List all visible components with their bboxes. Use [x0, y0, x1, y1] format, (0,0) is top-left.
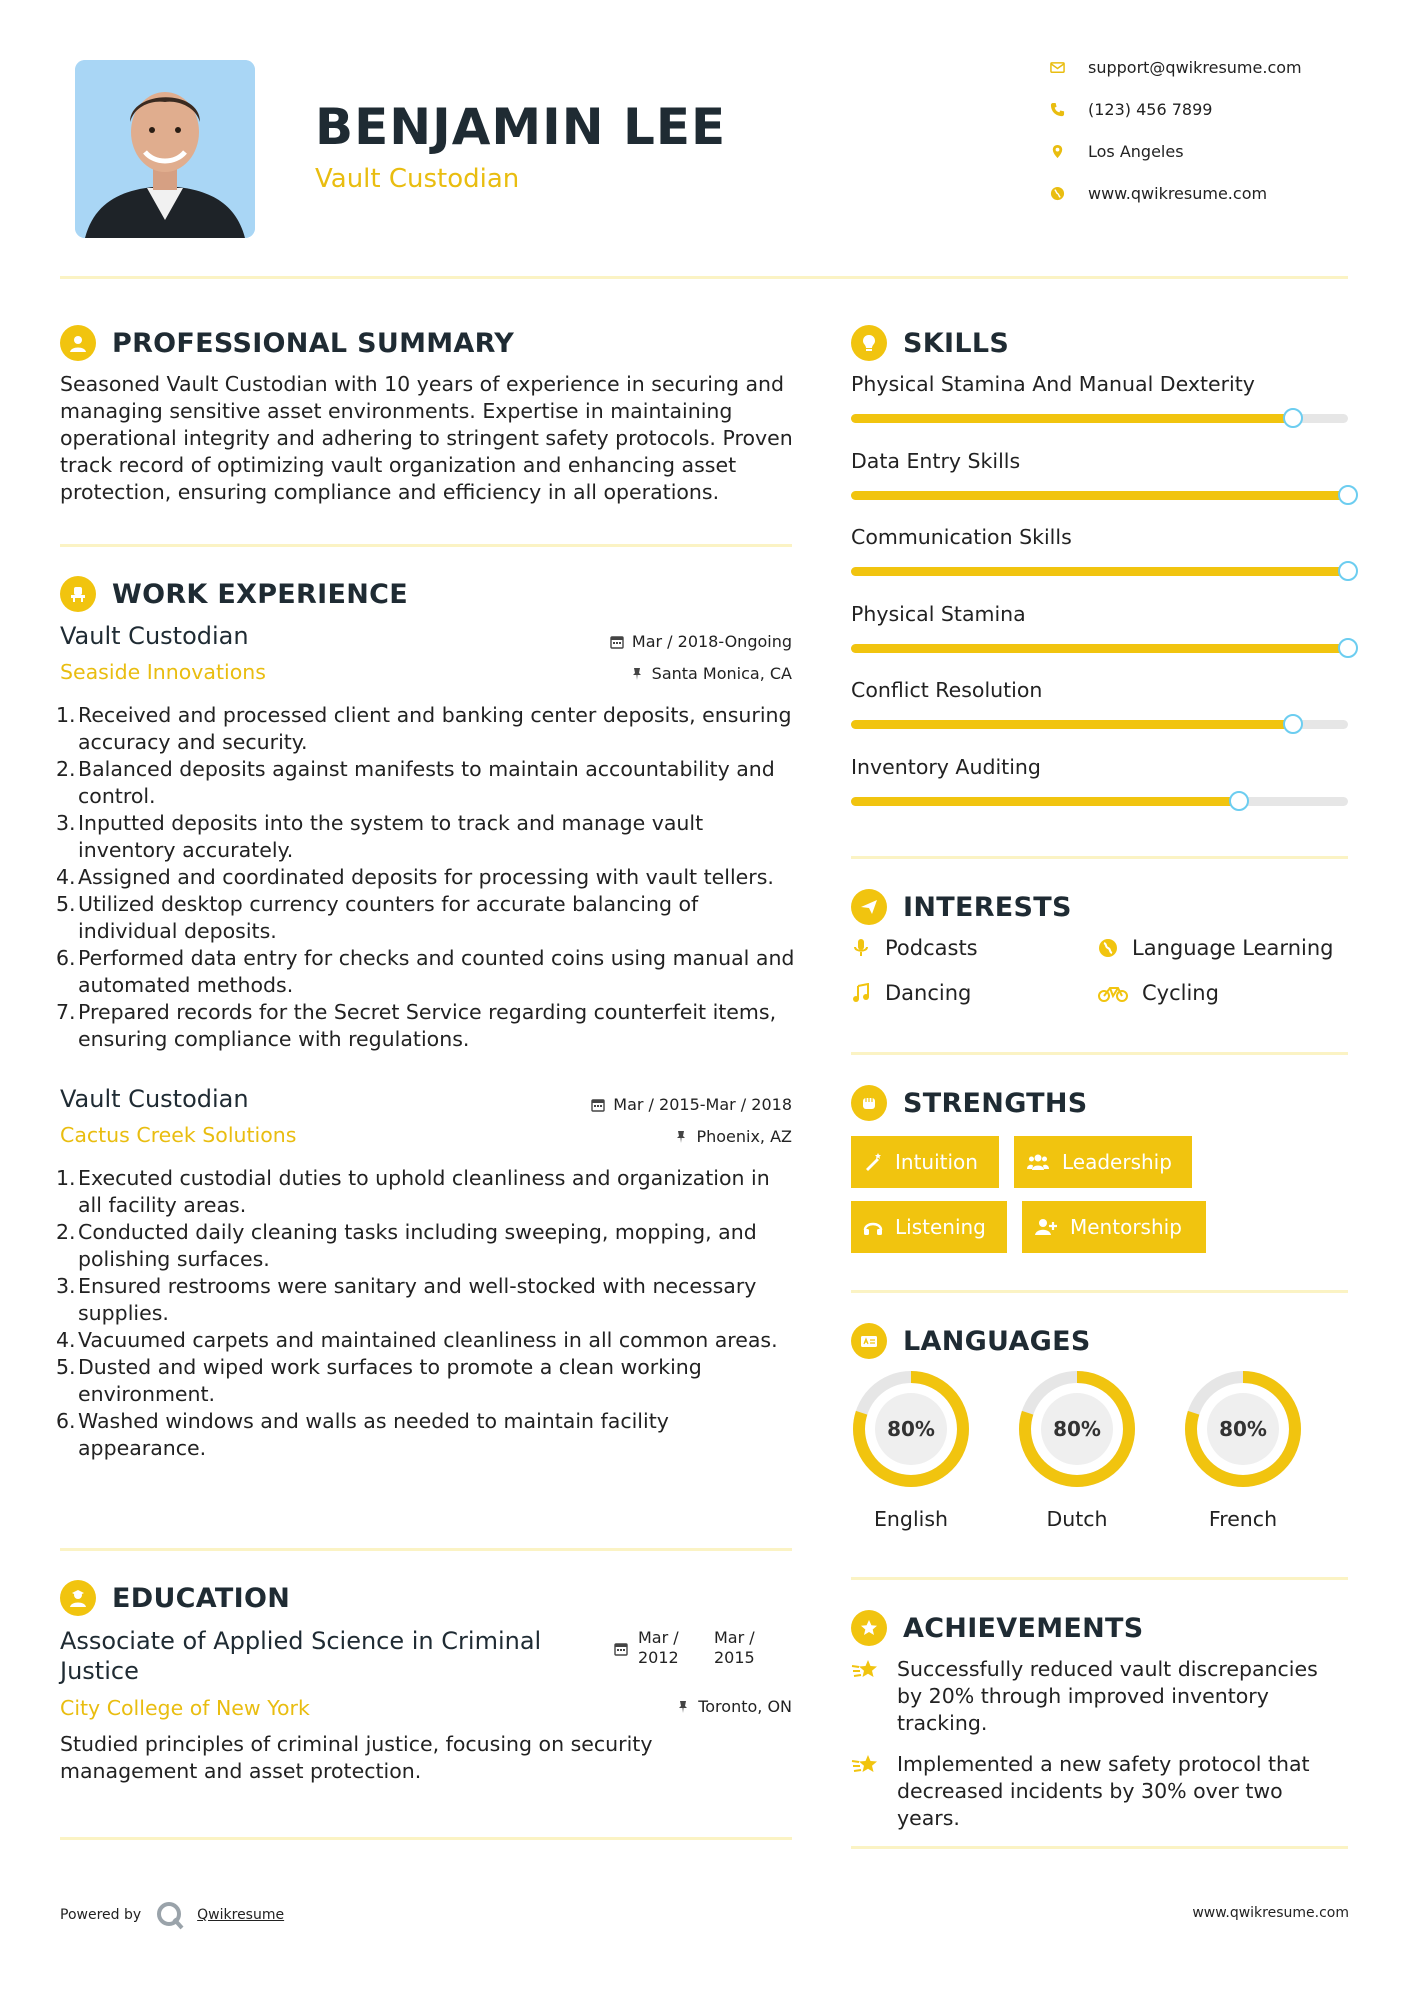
skill-bar [851, 644, 1348, 653]
languages-heading-text: LANGUAGES [903, 1325, 1091, 1357]
language-progress-ring [851, 1369, 971, 1489]
chair-icon [60, 576, 96, 612]
candidate-name: BENJAMIN LEE [315, 98, 727, 156]
job-1-location [500, 664, 792, 683]
achievements-heading [851, 1610, 1144, 1646]
skill-slider-knob[interactable] [1338, 485, 1358, 505]
list-item: 5. Dusted and wiped work surfaces to promote a clean working environment. [56, 1355, 702, 1406]
paper-plane-icon [851, 889, 887, 925]
calendar-icon [591, 1098, 605, 1112]
language-percent: 80% [1041, 1393, 1113, 1465]
skill-bar [851, 720, 1348, 729]
shooting-star-icon [851, 1753, 881, 1777]
skill-bar [851, 491, 1348, 500]
education-divider [60, 1837, 792, 1840]
calendar-icon [610, 635, 624, 649]
job-2-company: Cactus Creek Solutions [60, 1123, 297, 1147]
list-item: 1. Executed custodial duties to uphold cleanliness and organization in all facility areas. [56, 1166, 770, 1217]
achievements-divider [851, 1846, 1348, 1849]
skill-bar [851, 567, 1348, 576]
skill-bar-fill [851, 720, 1293, 729]
pushpin-icon [674, 1130, 688, 1144]
header-divider [60, 276, 1348, 279]
phone-icon [1050, 102, 1088, 117]
education-date [614, 1628, 778, 1668]
skill-slider-knob[interactable] [1338, 638, 1358, 658]
list-item: 4. Assigned and coordinated deposits for processing with vault tellers. [56, 865, 774, 889]
language-percent: 80% [1207, 1393, 1279, 1465]
achievement-item-1 [851, 1656, 1348, 1737]
strength-intuition [851, 1136, 999, 1188]
interests-heading [851, 889, 1072, 925]
skill-label: Physical Stamina And Manual Dexterity [851, 372, 1255, 396]
summary-divider [60, 544, 792, 547]
skill-slider-knob[interactable] [1283, 714, 1303, 734]
job-1-duties [56, 702, 800, 1053]
skill-bar-fill [851, 414, 1293, 423]
experience-heading [60, 576, 408, 612]
languages-heading [851, 1323, 1091, 1359]
candidate-title: Vault Custodian [315, 164, 520, 194]
language-progress-ring [1183, 1369, 1303, 1489]
job-1-date [500, 632, 792, 651]
language-name: Dutch [1046, 1507, 1108, 1531]
person-photo-illustration [75, 60, 255, 238]
list-item: 1. Received and processed client and banking center deposits, ensuring accuracy and security. [56, 703, 792, 754]
language-item [1183, 1369, 1303, 1531]
qwikresume-logo-icon [155, 1900, 185, 1930]
achievements-heading-text: ACHIEVEMENTS [903, 1612, 1144, 1644]
skill-label: Inventory Auditing [851, 754, 1041, 779]
profile-photo [75, 60, 255, 238]
contact-email[interactable] [1050, 58, 1380, 77]
microphone-icon [851, 938, 871, 958]
map-marker-icon [1050, 144, 1088, 159]
list-item: 3. Inputted deposits into the system to track and manage vault inventory accurately. [56, 811, 704, 862]
contact-phone[interactable] [1050, 100, 1380, 119]
education-location [500, 1697, 792, 1716]
user-icon [60, 325, 96, 361]
strength-listening-label: Listening [895, 1215, 986, 1239]
qwikresume-link[interactable]: Qwikresume [197, 1907, 285, 1923]
envelope-icon [1050, 60, 1088, 75]
skill-bar-fill [851, 797, 1239, 806]
job-1-company: Seaside Innovations [60, 660, 266, 684]
summary-heading [60, 325, 514, 361]
interests-divider [851, 1052, 1348, 1055]
list-item: 7. Prepared records for the Secret Service regarding counterfeit items, ensuring compliance with regulations. [56, 1000, 777, 1051]
achievement-item-2 [851, 1751, 1348, 1832]
strength-mentorship [1022, 1201, 1206, 1253]
skill-slider-knob[interactable] [1229, 791, 1249, 811]
contact-email-text: support@qwikresume.com [1088, 58, 1302, 77]
job-2-role: Vault Custodian [60, 1085, 249, 1113]
education-location-text: Toronto, ON [698, 1697, 792, 1716]
language-item [1017, 1369, 1137, 1531]
interest-podcasts-label: Podcasts [885, 936, 978, 960]
music-note-icon [851, 983, 871, 1003]
skill-bar-fill [851, 644, 1348, 653]
strength-leadership [1014, 1136, 1192, 1188]
interest-dancing-label: Dancing [885, 981, 972, 1005]
interest-podcasts [851, 936, 978, 960]
summary-text: Seasoned Vault Custodian with 10 years of experience in securing and managing sensitive asset environments. Expertise in maintaining operational integrity and adhering to stringent safety protocols. Proven track record of optimizing vault organization and enhancing asset protection, ensuring compliance and efficiency in all operations. [60, 372, 793, 504]
job-2-duties [56, 1165, 800, 1462]
interest-language-learning-label: Language Learning [1132, 936, 1334, 960]
strength-listening [851, 1201, 1007, 1253]
contact-website-text: www.qwikresume.com [1088, 184, 1268, 203]
language-name: French [1208, 1507, 1278, 1531]
star-icon [851, 1610, 887, 1646]
job-1-location-text: Santa Monica, CA [651, 664, 792, 683]
list-item: 3. Ensured restrooms were sanitary and well-stocked with necessary supplies. [56, 1274, 757, 1325]
languages-divider [851, 1577, 1348, 1580]
skill-label: Data Entry Skills [851, 448, 1021, 473]
graduate-icon [60, 1580, 96, 1616]
footer-website[interactable]: www.qwikresume.com [1192, 1905, 1349, 1921]
education-date-start: Mar / 2012 [638, 1628, 679, 1667]
interest-cycling [1098, 981, 1219, 1005]
contact-website[interactable] [1050, 184, 1380, 203]
skill-bar-fill [851, 567, 1348, 576]
lightbulb-icon [851, 325, 887, 361]
contact-phone-text: (123) 456 7899 [1088, 100, 1213, 119]
language-item [851, 1369, 971, 1531]
achievement-text: Implemented a new safety protocol that decreased incidents by 30% over two years. [897, 1752, 1310, 1830]
strength-intuition-label: Intuition [895, 1150, 978, 1174]
skill-label: Conflict Resolution [851, 678, 1043, 702]
list-item: 6. Performed data entry for checks and counted coins using manual and automated methods. [56, 946, 795, 997]
education-heading-text: EDUCATION [112, 1582, 291, 1614]
list-item: 6. Washed windows and walls as needed to maintain facility appearance. [56, 1409, 669, 1460]
skill-bar-fill [851, 491, 1348, 500]
skills-heading-text: SKILLS [903, 327, 1010, 359]
job-2-date [500, 1095, 792, 1114]
education-text: Studied principles of criminal justice, focusing on security management and asset protection. [60, 1732, 653, 1783]
interest-language-learning [1098, 936, 1333, 960]
globe-icon [1050, 186, 1088, 201]
skill-bar [851, 797, 1348, 806]
magic-wand-icon [863, 1152, 883, 1172]
job-2-date-text: Mar / 2015-Mar / 2018 [613, 1095, 792, 1114]
skills-divider [851, 856, 1348, 859]
job-2-location-text: Phoenix, AZ [696, 1127, 792, 1146]
education-degree: Associate of Applied Science in Criminal Justice [60, 1627, 542, 1685]
interest-dancing [851, 981, 971, 1005]
globe-icon [1098, 938, 1118, 958]
summary-heading-text: PROFESSIONAL SUMMARY [112, 327, 515, 359]
list-item: 5. Utilized desktop currency counters for accurate balancing of individual deposits. [56, 892, 699, 943]
achievement-text: Successfully reduced vault discrepancies by 20% through improved inventory tracking. [897, 1657, 1318, 1735]
skill-label: Physical Stamina [851, 601, 1026, 626]
strengths-heading [851, 1085, 1088, 1121]
footer-powered-by [60, 1900, 284, 1930]
strength-mentorship-label: Mentorship [1070, 1215, 1182, 1239]
language-progress-ring [1017, 1369, 1137, 1489]
education-school: City College of New York [60, 1696, 310, 1720]
interest-cycling-label: Cycling [1142, 981, 1219, 1005]
contact-location-text: Los Angeles [1088, 142, 1184, 161]
skills-heading [851, 325, 1009, 361]
job-1-role: Vault Custodian [60, 622, 249, 650]
skill-slider-knob[interactable] [1338, 561, 1358, 581]
skill-label: Communication Skills [851, 525, 1072, 549]
experience-divider [60, 1548, 792, 1551]
shooting-star-icon [851, 1658, 881, 1682]
pushpin-icon [630, 667, 644, 681]
bicycle-icon [1098, 983, 1128, 1003]
language-percent: 80% [875, 1393, 947, 1465]
language-card-icon [851, 1323, 887, 1359]
education-date-end: Mar / 2015 [714, 1628, 755, 1667]
education-heading [60, 1580, 290, 1616]
interests-heading-text: INTERESTS [903, 891, 1072, 923]
language-name: English [873, 1507, 949, 1531]
strengths-heading-text: STRENGTHS [903, 1087, 1088, 1119]
users-icon [1026, 1152, 1050, 1172]
headphones-icon [863, 1217, 883, 1237]
pushpin-icon [676, 1700, 690, 1714]
job-2-location [500, 1127, 792, 1146]
powered-by-text: Powered by [60, 1907, 142, 1923]
skill-bar [851, 414, 1348, 423]
experience-heading-text: WORK EXPERIENCE [112, 578, 408, 610]
user-plus-icon [1034, 1217, 1058, 1237]
calendar-icon [614, 1642, 628, 1656]
list-item: 2. Conducted daily cleaning tasks including sweeping, mopping, and polishing surfaces. [56, 1220, 757, 1271]
skill-slider-knob[interactable] [1283, 408, 1303, 428]
strengths-divider [851, 1290, 1348, 1293]
fist-icon [851, 1085, 887, 1121]
strength-leadership-label: Leadership [1062, 1150, 1172, 1174]
job-1-date-text: Mar / 2018-Ongoing [631, 632, 792, 651]
list-item: 4. Vacuumed carpets and maintained cleanliness in all common areas. [56, 1328, 778, 1352]
list-item: 2. Balanced deposits against manifests to maintain accountability and control. [56, 757, 775, 808]
contact-location [1050, 142, 1380, 161]
